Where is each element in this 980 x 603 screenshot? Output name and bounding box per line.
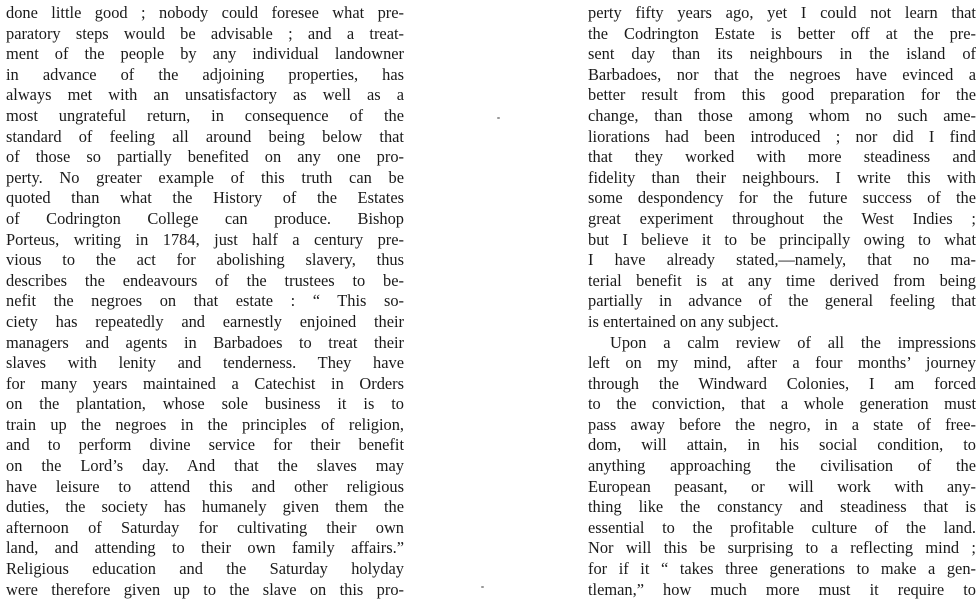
left-page [6,0,404,603]
right-page [588,0,976,603]
text-line: dom, will attain, in his social condition, to [588,435,976,455]
text-line: fidelity than their neighbours. I write this with [588,167,976,187]
right-page-text [588,0,976,600]
text-line: on the Lord’s day. And that the slaves may [6,456,404,476]
text-line: but I believe it to be principally owing to what [588,229,976,249]
text-line: anything approaching the civilisation of the [588,456,976,476]
text-line: some despondency for the future success of the [588,188,976,208]
text-line: of Codrington College can produce. Bishop [6,208,404,228]
text-line: for if it “ takes three generations to make a gen- [588,559,976,579]
text-line: perty fifty years ago, yet I could not learn that [588,3,976,22]
text-line: Barbadoes, nor that the negroes have evinced a [588,64,976,84]
text-line: train up the negroes in the principles of religion, [6,414,404,434]
text-line: liorations had been introduced ; nor did I find [588,126,976,146]
text-line: vious to the act for abolishing slavery, thus [6,250,404,270]
text-line: describes the endeavours of the trustees to be- [6,270,404,290]
text-line: great experiment throughout the West Indies ; [588,208,976,228]
text-line: Porteus, writing in 1784, just half a century pre- [6,229,404,249]
text-line: for many years maintained a Catechist in Orders [6,373,404,393]
text-line: nefit the negroes on that estate : “ This so- [6,291,404,311]
text-line: essential to the profitable culture of the land. [588,517,976,537]
scan-speck [481,586,484,588]
text-line: sent day than its neighbours in the island of [588,44,976,64]
text-line: done little good ; nobody could foresee what pre- [6,3,404,22]
text-line: quoted than what the History of the Estates [6,188,404,208]
text-line: duties, the society has humanely given them the [6,497,404,517]
text-line: were therefore given up to the slave on this pro- [6,579,404,599]
text-line: most ungrateful return, in consequence of the [6,105,404,125]
text-line: is entertained on any subject. [588,311,779,331]
text-line: European peasant, or will work with any- [588,476,976,496]
text-line: land, and attending to their own family affairs.” [6,538,404,558]
text-line: of those so partially benefited on any one pro- [6,147,404,167]
text-line: on the plantation, whose sole business it is to [6,394,404,414]
text-line: better result from this good preparation for the [588,85,976,105]
scan-speck [497,117,500,119]
text-line: I have already stated,—namely, that no ma- [588,250,976,270]
text-line: partially in advance of the general feeling that [588,291,976,311]
text-line: paratory steps would be advisable ; and a treat- [6,23,404,43]
text-line: managers and agents in Barbadoes to treat their [6,332,404,352]
text-line: through the Windward Colonies, I am forced [588,373,976,393]
text-line: in advance of the adjoining properties, has [6,64,404,84]
text-line: standard of feeling all around being below that [6,126,404,146]
text-line: Nor will this be surprising to a reflecting mind ; [588,538,976,558]
text-line: thing like the constancy and steadiness that is [588,497,976,517]
text-line: slaves with lenity and tenderness. They have [6,353,404,373]
text-line: terial benefit is at any time derived from being [588,270,976,290]
text-line: that they worked with more steadiness and [588,147,976,167]
text-line: and to perform divine service for their benefit [6,435,404,455]
text-line: afternoon of Saturday for cultivating their own [6,517,404,537]
text-line: Religious education and the Saturday holyday [6,559,404,579]
text-line: left on my mind, after a four months’ journey [588,353,976,373]
text-line: the Codrington Estate is better off at the pre- [588,23,976,43]
text-line: pass away before the negro, in a state of free- [588,414,976,434]
text-line: change, than those among whom no such ame- [588,105,976,125]
text-line: ciety has repeatedly and earnestly enjoined their [6,311,404,331]
text-line: ment of the people by any individual landowner [6,44,404,64]
text-line: perty. No greater example of this truth can be [6,167,404,187]
text-line: tleman,” how much more must it require to [588,579,976,599]
text-line: always met with an unsatisfactory as well as a [6,85,404,105]
left-page-text [6,0,404,600]
text-line: Upon a calm review of all the impressions [610,332,976,352]
text-line: have leisure to attend this and other religious [6,476,404,496]
text-line: to the conviction, that a whole generation must [588,394,976,414]
